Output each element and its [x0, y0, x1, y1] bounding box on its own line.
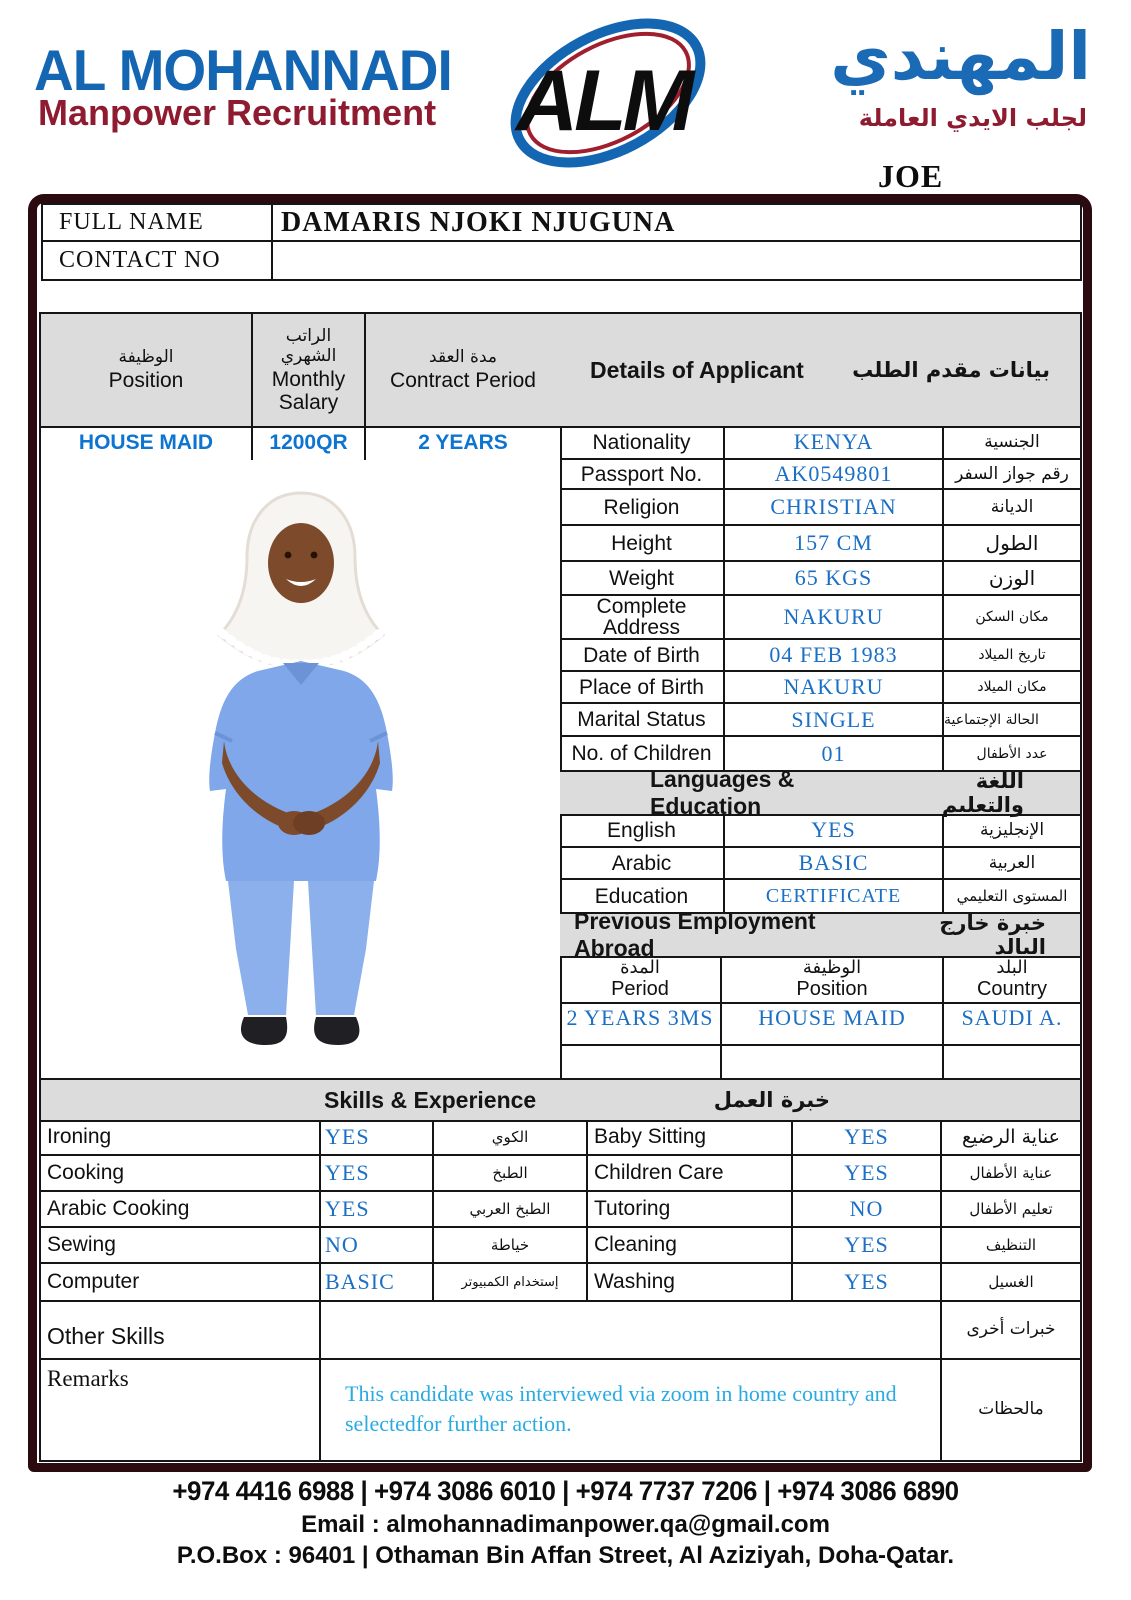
period-label-ar: المدة [620, 957, 660, 978]
detail-label: Date of Birth [560, 640, 725, 670]
languages-title-ar: اللغة والتعليم [941, 769, 1024, 817]
footer-email: Email : almohannadimanpower.qa@gmail.com [301, 1511, 830, 1538]
salary-column-header [253, 314, 366, 426]
skills-section-header [39, 1078, 1082, 1122]
skill-label: Washing [588, 1264, 793, 1300]
brand-name-arabic: المهندي [830, 18, 1091, 95]
detail-label: Religion [560, 490, 725, 524]
full-name-label: FULL NAME [43, 205, 273, 240]
remarks-text: This candidate was interviewed via zoom in home country and selectedfor further action. [345, 1381, 897, 1436]
country-label: Country [976, 978, 1048, 1000]
table-row [560, 562, 1080, 596]
detail-value: 157 CM [725, 526, 944, 560]
table-row [560, 814, 1080, 848]
skill-label-ar: الكوي [434, 1120, 588, 1154]
table-row [560, 460, 1080, 490]
employment-period [560, 1044, 722, 1078]
skills-table [39, 1120, 1082, 1302]
skill-value: YES [793, 1264, 942, 1300]
skill-label-ar: الغسيل [988, 1273, 1034, 1291]
agent-name: JOE [878, 158, 944, 194]
language-value: BASIC [725, 848, 944, 878]
skill-label-ar: الطبخ العربي [434, 1192, 588, 1226]
employment-row [560, 1002, 1082, 1046]
skill-label-ar: عناية الأطفال [969, 1164, 1053, 1182]
position2-label-ar: الوظيفة [802, 957, 862, 978]
detail-value: NAKURU [725, 596, 944, 638]
salary-label: Monthly Salary [271, 367, 346, 414]
skill-value: YES [793, 1156, 942, 1190]
candidate-photo-illustration [166, 479, 436, 1059]
remarks-row [39, 1358, 1082, 1462]
skill-value: BASIC [321, 1264, 434, 1300]
employment-title-ar: خبرة خارج البالد [939, 911, 1046, 959]
languages-title: Languages & Education [650, 766, 795, 819]
detail-value: CHRISTIAN [725, 490, 944, 524]
detail-label-ar: الديانة [990, 497, 1034, 517]
skill-value: YES [321, 1120, 434, 1154]
position-label-ar: الوظيفة [118, 347, 174, 367]
skill-row [41, 1156, 1080, 1192]
detail-label: Complete Address [560, 596, 725, 638]
table-row [560, 672, 1080, 704]
detail-label-ar: الجنسية [984, 432, 1040, 452]
language-label-ar: الإنجليزية [979, 820, 1045, 840]
applicant-details-table [560, 426, 1082, 772]
remarks-value-cell [321, 1358, 942, 1460]
brand-subtitle: Manpower Recruitment [38, 92, 437, 133]
skill-label-ar: الطبخ [434, 1156, 588, 1190]
period-label: Period [611, 978, 669, 1000]
brand-name: AL MOHANNADI [34, 37, 452, 103]
detail-value: 65 KGS [725, 562, 944, 594]
candidate-photo [39, 460, 562, 1080]
skill-value: NO [321, 1228, 434, 1262]
detail-label: Height [560, 526, 725, 560]
footer-address: P.O.Box : 96401 | Othaman Bin Affan Street, Al Aziziyah, Doha-Qatar. [176, 1542, 955, 1569]
detail-label: Passport No. [560, 460, 725, 488]
employment-position: HOUSE MAID [722, 1002, 944, 1044]
employment-country: SAUDI A. [961, 1005, 1063, 1030]
full-name-row [43, 205, 1080, 242]
detail-label: Weight [560, 562, 725, 594]
contract-value: 2 YEARS [418, 431, 508, 454]
table-row [560, 596, 1080, 640]
employment-period: 2 YEARS 3MS [560, 1002, 722, 1044]
contact-no-label: CONTACT NO [43, 242, 273, 279]
table-row [560, 426, 1080, 460]
language-value: YES [725, 814, 944, 846]
applicant-title-ar: بيانات مقدم الطلب [852, 358, 1050, 382]
position-value: HOUSE MAID [41, 426, 253, 460]
detail-label-ar: رقم جواز السفر [955, 464, 1069, 484]
alm-logo-text: ALM [516, 53, 691, 149]
detail-label: Marital Status [560, 704, 725, 735]
detail-label-ar: الحالة الإجتماعية [944, 711, 1039, 728]
detail-label-ar: مكان الميلاد [977, 679, 1047, 695]
table-row [560, 490, 1080, 526]
country-label-ar: البلد [996, 957, 1028, 978]
detail-label: Place of Birth [560, 672, 725, 702]
employment-columns-header [560, 956, 1082, 1004]
detail-label-ar: تاريخ الميلاد [978, 647, 1046, 663]
employment-section-header [560, 908, 1082, 961]
table-row [560, 526, 1080, 562]
skill-value: YES [321, 1192, 434, 1226]
skill-row [41, 1228, 1080, 1264]
detail-value: NAKURU [725, 672, 944, 702]
detail-value: 01 [725, 737, 944, 770]
detail-label-ar: مكان السكن [975, 609, 1049, 625]
detail-label-ar: الوزن [988, 566, 1036, 590]
skill-row [41, 1120, 1080, 1156]
skill-label: Baby Sitting [588, 1120, 793, 1154]
employment-title: Previous Employment Abroad [574, 908, 816, 961]
employment-country [944, 1044, 1080, 1078]
skill-label-ar: خياطة [434, 1228, 588, 1262]
position2-label: Position [796, 978, 868, 1000]
skill-label-ar: التنظيف [985, 1236, 1037, 1254]
applicant-title: Details of Applicant [590, 356, 804, 383]
country-column-header [944, 956, 1080, 1002]
education-label: Education [560, 880, 725, 912]
table-row [560, 704, 1080, 737]
skill-label: Ironing [41, 1120, 321, 1154]
applicant-section-header [560, 312, 1082, 428]
position-column-header [41, 314, 253, 426]
other-skills-label-ar: خبرات أخرى [966, 1319, 1056, 1339]
contract-label-ar: مدة العقد [429, 347, 497, 367]
table-row [560, 640, 1080, 672]
skill-value: YES [321, 1156, 434, 1190]
skill-label-ar: إستخدام الكمبيوتر [434, 1264, 588, 1300]
skill-label: Tutoring [588, 1192, 793, 1226]
contract-label: Contract Period [390, 369, 536, 392]
languages-section-header [560, 766, 1082, 819]
other-skills-label: Other Skills [41, 1300, 321, 1358]
offer-values-row [39, 426, 562, 462]
detail-value: SINGLE [725, 704, 944, 735]
skill-row [41, 1192, 1080, 1228]
full-name-value: DAMARIS NJOKI NJUGUNA [281, 206, 676, 238]
languages-table [560, 814, 1082, 914]
skill-label: Cleaning [588, 1228, 793, 1262]
footer-phones: +974 4416 6988 | +974 3086 6010 | +974 7737 7206 | +974 3086 6890 [172, 1476, 959, 1506]
table-row [560, 848, 1080, 880]
skill-label: Sewing [41, 1228, 321, 1262]
skill-label: Arabic Cooking [41, 1192, 321, 1226]
detail-value: AK0549801 [725, 460, 944, 488]
detail-label: Nationality [560, 426, 725, 458]
contact-no-row [43, 242, 1080, 279]
contract-column-header [366, 314, 560, 426]
skill-label: Computer [41, 1264, 321, 1300]
salary-value: 1200QR [253, 426, 366, 460]
education-value: CERTIFICATE [725, 880, 944, 912]
remarks-label: Remarks [41, 1358, 321, 1460]
other-skills-value [321, 1300, 942, 1358]
skill-value: NO [793, 1192, 942, 1226]
skill-value: YES [793, 1120, 942, 1154]
detail-label: No. of Children [560, 737, 725, 770]
footer [0, 1476, 1131, 1570]
language-label: Arabic [560, 848, 725, 878]
position-column-header-2 [722, 956, 944, 1002]
skill-label-ar: عناية الرضيع [962, 1126, 1060, 1148]
skills-title-ar: خبرة العمل [713, 1088, 830, 1112]
education-label-ar: المستوى التعليمي [956, 887, 1068, 905]
skill-label: Children Care [588, 1156, 793, 1190]
language-label: English [560, 814, 725, 846]
skill-label: Cooking [41, 1156, 321, 1190]
skill-row [41, 1264, 1080, 1300]
detail-value: KENYA [725, 426, 944, 458]
position-label: Position [108, 369, 184, 392]
brand-subtitle-arabic: لجلب الايدي العاملة [858, 104, 1087, 132]
detail-label-ar: عدد الأطفال [976, 745, 1048, 762]
skills-title: Skills & Experience [324, 1086, 537, 1113]
language-label-ar: العربية [988, 853, 1036, 873]
remarks-label-ar: مالحظات [978, 1399, 1044, 1419]
salary-label-ar: الراتب الشهري [280, 325, 337, 366]
employment-row-empty [560, 1044, 1082, 1080]
period-column-header [560, 956, 722, 1002]
skill-label-ar: تعليم الأطفال [969, 1200, 1053, 1218]
contact-no-value [273, 242, 1080, 279]
offer-header-row [39, 312, 562, 428]
detail-value: 04 FEB 1983 [725, 640, 944, 670]
other-skills-row [39, 1300, 1082, 1360]
detail-label-ar: الطول [985, 531, 1039, 555]
identity-table [41, 203, 1082, 281]
skill-value: YES [793, 1228, 942, 1262]
employment-position [722, 1044, 944, 1078]
